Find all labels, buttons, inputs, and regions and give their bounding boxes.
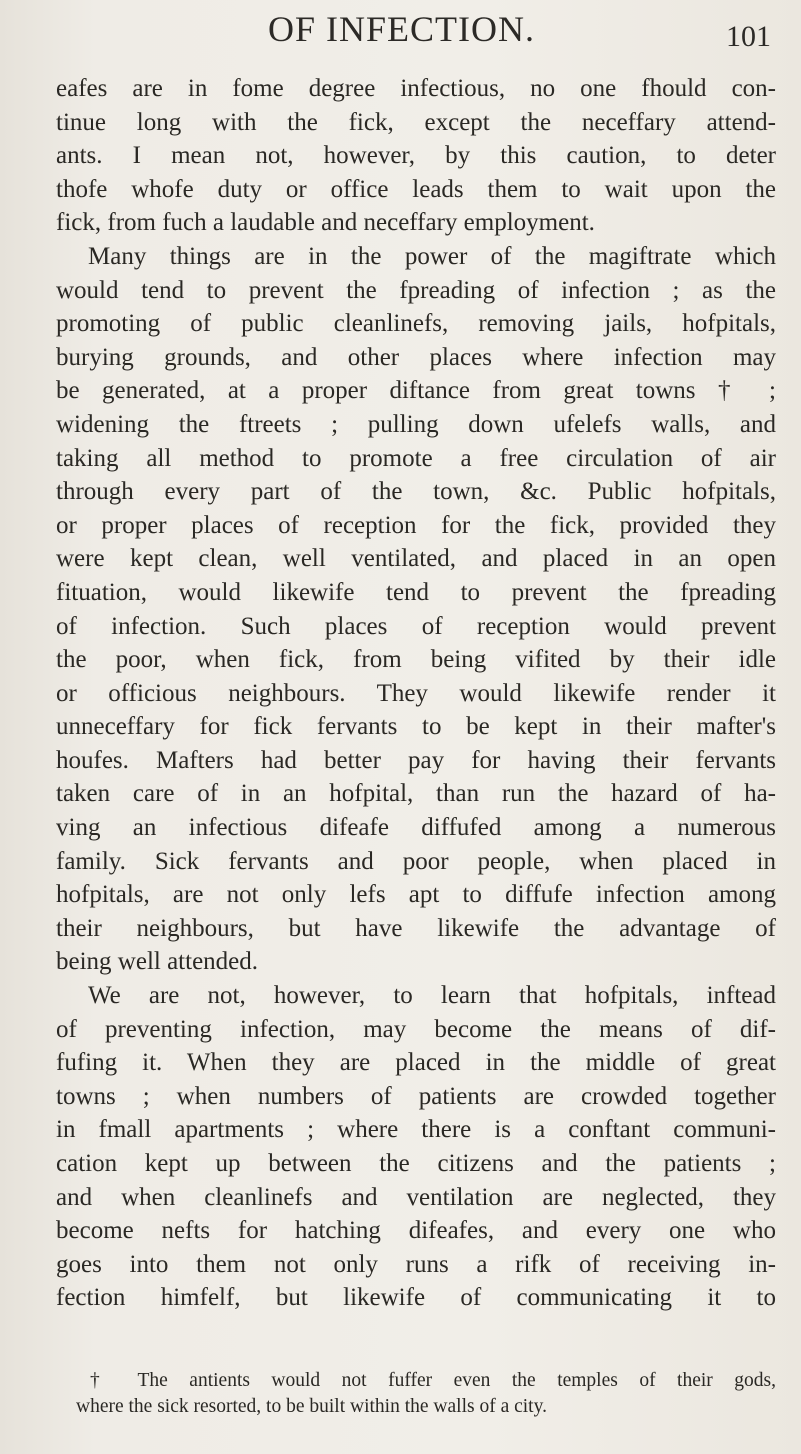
text-line: thofe whofe duty or office leads them to wait upon the bbox=[56, 175, 776, 203]
text-line: towns ; when numbers of patients are crowded together bbox=[56, 1082, 776, 1110]
text-line: ving an infectious difeafe diffufed among a numerous bbox=[56, 814, 776, 842]
paragraph-3 bbox=[56, 979, 776, 1315]
footnote bbox=[76, 1368, 776, 1420]
text-line: goes into them not only runs a rifk of receiving in- bbox=[56, 1250, 776, 1278]
text-line: houfes. Mafters had better pay for having their fervants bbox=[56, 746, 776, 774]
text-line: the poor, when fick, from being vifited by their idle bbox=[56, 646, 776, 674]
text-line: of preventing infection, may become the means of dif- bbox=[56, 1015, 776, 1043]
text-line: hofpitals, are not only lefs apt to diffufe infection among bbox=[56, 881, 776, 909]
text-line: or officious neighbours. They would likewife render it bbox=[56, 679, 776, 707]
text-line: fituation, would likewife tend to prevent the fpreading bbox=[56, 578, 776, 606]
text-line: were kept clean, well ventilated, and placed in an open bbox=[56, 545, 776, 573]
body-text bbox=[56, 72, 776, 1315]
text-line: or proper places of reception for the fick, provided they bbox=[56, 511, 776, 539]
text-line: fection himfelf, but likewife of communicating it to bbox=[56, 1284, 776, 1312]
text-line: taking all method to promote a free circulation of air bbox=[56, 444, 776, 472]
text-line: and when cleanlinefs and ventilation are neglected, they bbox=[56, 1183, 776, 1211]
text-line: in fmall apartments ; where there is a conftant communi- bbox=[56, 1116, 776, 1144]
text-line: tinue long with the fick, except the neceffary attend- bbox=[56, 108, 776, 136]
text-line: widening the ftreets ; pulling down ufelefs walls, and bbox=[56, 410, 776, 438]
page-number: 101 bbox=[726, 20, 771, 53]
paragraph-1 bbox=[56, 72, 776, 240]
running-head bbox=[0, 6, 801, 56]
text-line: through every part of the town, &c. Public hofpitals, bbox=[56, 478, 776, 506]
text-line: unneceffary for fick fervants to be kept in their mafter's bbox=[56, 713, 776, 741]
text-line: of infection. Such places of reception would prevent bbox=[56, 612, 776, 640]
text-line: burying grounds, and other places where infection may bbox=[56, 343, 776, 371]
text-line: eafes are in fome degree infectious, no one fhould con- bbox=[56, 75, 776, 102]
footnote-line: † The antients would not fuffer even the temples of their gods, bbox=[90, 1370, 776, 1391]
chapter-title: OF INFECTION. bbox=[268, 9, 536, 49]
text-line: family. Sick fervants and poor people, when placed in bbox=[56, 847, 776, 875]
text-line: fufing it. When they are placed in the middle of great bbox=[56, 1049, 776, 1077]
footnote-line: where the sick resorted, to be built within the walls of a city. bbox=[76, 1396, 547, 1417]
text-line: We are not, however, to learn that hofpitals, inftead bbox=[88, 982, 776, 1010]
text-line: Many things are in the power of the magiftrate which bbox=[88, 242, 776, 270]
text-line: cation kept up between the citizens and the patients ; bbox=[56, 1150, 776, 1177]
text-line: become nefts for hatching difeafes, and every one who bbox=[56, 1217, 776, 1245]
text-line: taken care of in an hofpital, than run the hazard of ha- bbox=[56, 780, 776, 808]
text-line: promoting of public cleanlinefs, removing jails, hofpitals, bbox=[56, 310, 776, 338]
text-line: would tend to prevent the fpreading of infection ; as the bbox=[56, 276, 776, 304]
paragraph-2 bbox=[56, 240, 776, 979]
text-line: be generated, at a proper diftance from great towns † ; bbox=[56, 377, 776, 405]
text-line: being well attended. bbox=[56, 948, 259, 976]
text-line: ants. I mean not, however, by this caution, to deter bbox=[56, 142, 776, 170]
text-line: their neighbours, but have likewife the advantage of bbox=[56, 914, 776, 942]
text-line: fick, from fuch a laudable and neceffary employment. bbox=[56, 209, 595, 237]
